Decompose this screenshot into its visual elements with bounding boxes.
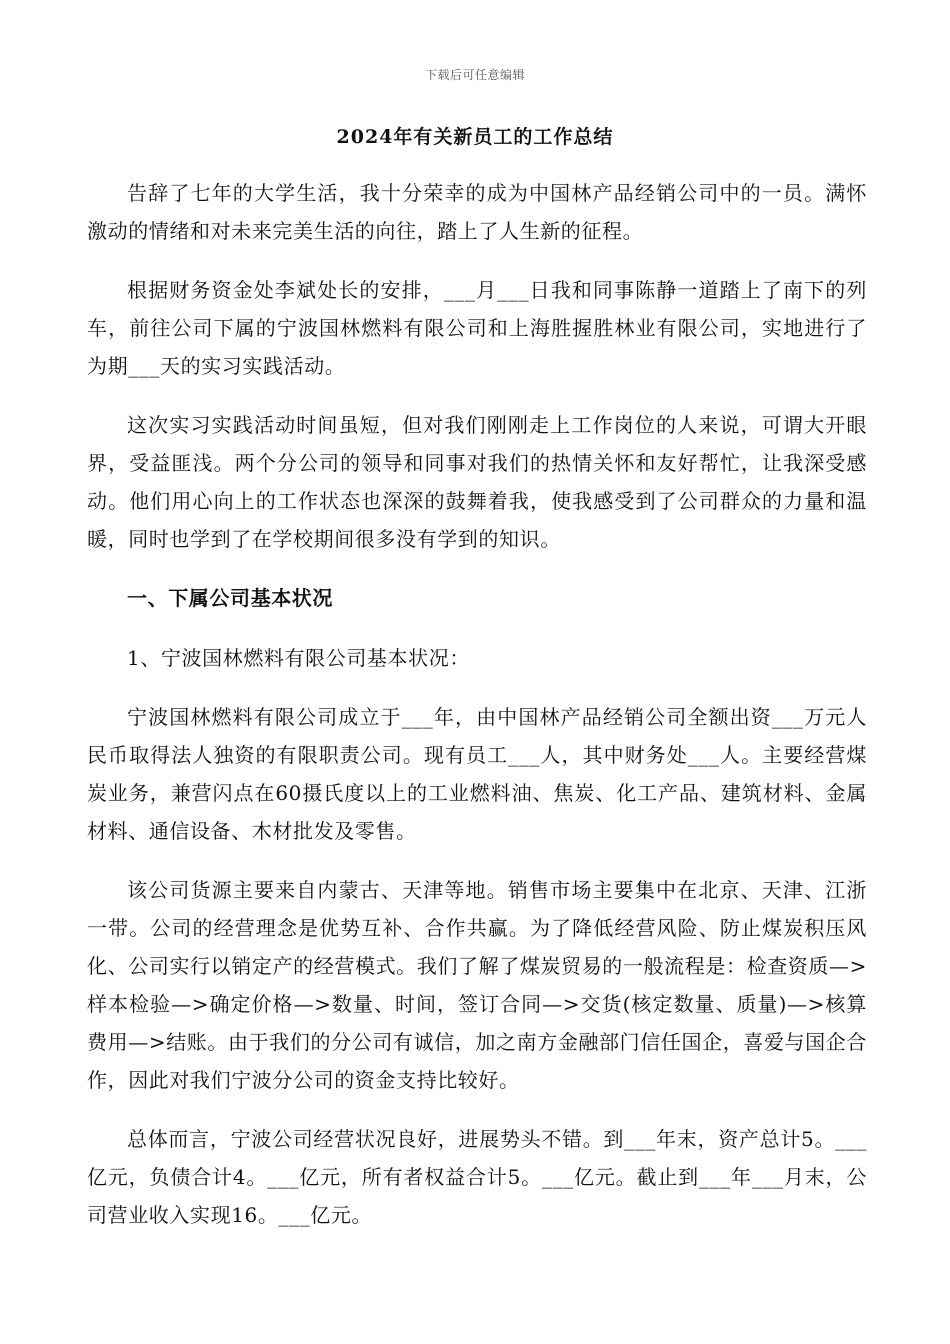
paragraph-reflection: 这次实习实践活动时间虽短，但对我们刚刚走上工作岗位的人来说，可谓大开眼界，受益匪浅。两个分公司的领导和同事对我们的热情关怀和友好帮忙，让我深受感动。他们用心向上的工作状态也深深的鼓舞着我，使我感受到了公司群众的力量和温暖，同时也学到了在学校期间很多没有学到的知识。 bbox=[87, 413, 867, 551]
document-body bbox=[87, 174, 867, 1255]
paragraph-financials: 总体而言，宁波公司经营状况良好，进展势头不错。到___年末，资产总计5。___亿元，负债合计4。___亿元，所有者权益合计5。___亿元。截止到___年___月末，公司营业收入实现16。___亿元。 bbox=[87, 1127, 867, 1227]
header-note: 下载后可任意编辑 bbox=[424, 68, 525, 82]
document-title: 2024年有关新员工的工作总结 bbox=[336, 126, 614, 148]
paragraph-arrangement: 根据财务资金处李斌处长的安排，___月___日我和同事陈静一道踏上了南下的列车，前往公司下属的宁波国林燃料有限公司和上海胜握胜林业有限公司，实地进行了为期___天的实习实践活动。 bbox=[87, 278, 867, 378]
subsection-heading: 1、宁波国林燃料有限公司基本状况： bbox=[127, 646, 470, 670]
section-heading: 一、下属公司基本状况 bbox=[127, 586, 333, 610]
paragraph-intro: 告辞了七年的大学生活，我十分荣幸的成为中国林产品经销公司中的一员。满怀激动的情绪和对未来完美生活的向往，踏上了人生新的征程。 bbox=[87, 181, 867, 243]
paragraph-company-overview: 宁波国林燃料有限公司成立于___年，由中国林产品经销公司全额出资___万元人民币取得法人独资的有限职责公司。现有员工___人，其中财务处___人。主要经营煤炭业务，兼营闪点在60摄氏度以上的工业燃料油、焦炭、化工产品、建筑材料、金属材料、通信设备、木材批发及零售。 bbox=[87, 705, 867, 843]
paragraph-supply-market: 该公司货源主要来自内蒙古、天津等地。销售市场主要集中在北京、天津、江浙一带。公司的经营理念是优势互补、合作共赢。为了降低经营风险、防止煤炭积压风化、公司实行以销定产的经营模式。我们了解了煤炭贸易的一般流程是：检查资质—>样本检验—>确定价格—>数量、时间，签订合同—>交货(核定数量、质量)—>核算费用—>结账。由于我们的分公司有诚信，加之南方金融部门信任国企，喜爱与国企合作，因此对我们宁波分公司的资金支持比较好。 bbox=[87, 878, 867, 1092]
